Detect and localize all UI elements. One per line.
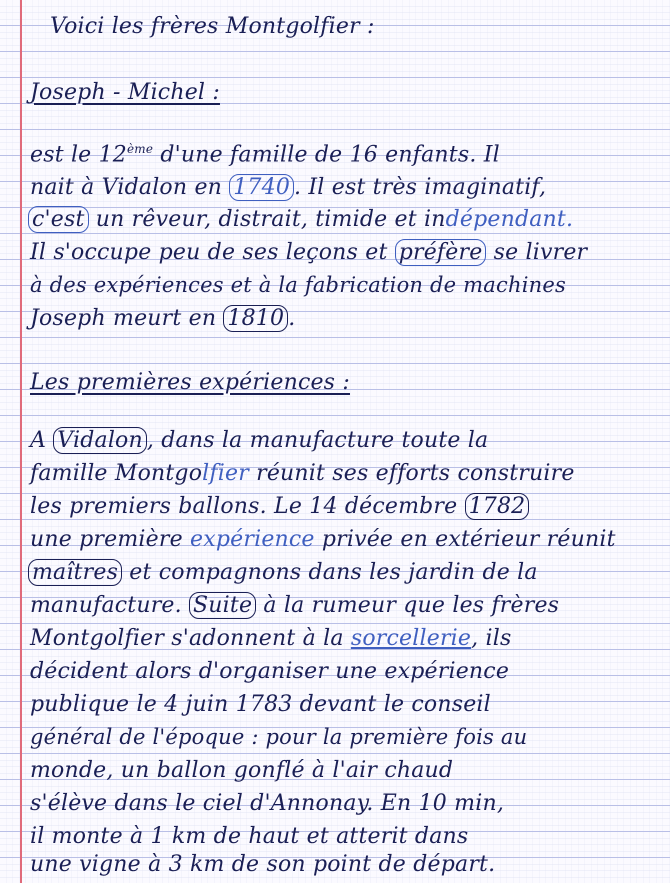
exp-line-5: maîtres et compagnons dans les jardin de la (28, 560, 538, 585)
exp-line-6: manufacture. Suite à la rumeur que les frères (30, 593, 560, 618)
exp-line-13: il monte à 1 km de haut et atterit dans (30, 824, 469, 849)
joseph-line-3: c'est un rêveur, distrait, timide et indépendant. (28, 207, 573, 232)
word-suite: Suite (189, 592, 256, 619)
word-cest: c'est (28, 206, 89, 233)
joseph-line-1: est le 12ème d'une famille de 16 enfants. Il (30, 142, 500, 168)
joseph-line-5: à des expériences et à la fabrication de machines (30, 273, 566, 297)
year-1782: 1782 (465, 493, 530, 520)
section-heading-joseph: Joseph - Michel : (30, 80, 220, 105)
joseph-line-2: nait à Vidalon en 1740 . Il est très imaginatif, (30, 175, 547, 200)
word-maitres: maîtres (28, 559, 122, 586)
joseph-line-6: Joseph meurt en 1810 . (30, 306, 296, 331)
exp-line-2: famille Montgolfier réunit ses efforts construire (30, 461, 575, 486)
exp-line-12: s'élève dans le ciel d'Annonay. En 10 min, (30, 791, 505, 816)
exp-line-14: une vigne à 3 km de son point de départ. (30, 852, 496, 877)
page-title: Voici les frères Montgolfier : (50, 14, 375, 39)
exp-line-7: Montgolfier s'adonnent à la sorcellerie, ils (30, 626, 512, 651)
exp-line-9: publique le 4 juin 1783 devant le conseil (30, 692, 491, 717)
exp-line-11: monde, un ballon gonflé à l'air chaud (30, 758, 454, 783)
word-prefere: préfère (395, 239, 487, 266)
exp-line-1: A Vidalon , dans la manufacture toute la (30, 428, 489, 453)
year-1740: 1740 (229, 174, 294, 201)
section-heading-experiences: Les premières expériences : (30, 370, 350, 395)
year-1810: 1810 (223, 305, 288, 332)
word-vidalon: Vidalon (53, 427, 147, 454)
exp-line-10: général de l'époque : pour la première fois au (30, 725, 528, 749)
exp-line-4: une première expérience privée en extérieur réunit (30, 527, 616, 552)
exp-line-8: décident alors d'organiser une expérience (30, 659, 510, 684)
exp-line-3: les premiers ballons. Le 14 décembre 1782 (30, 494, 529, 519)
joseph-line-4: Il s'occupe peu de ses leçons et préfère se livrer (30, 240, 588, 265)
